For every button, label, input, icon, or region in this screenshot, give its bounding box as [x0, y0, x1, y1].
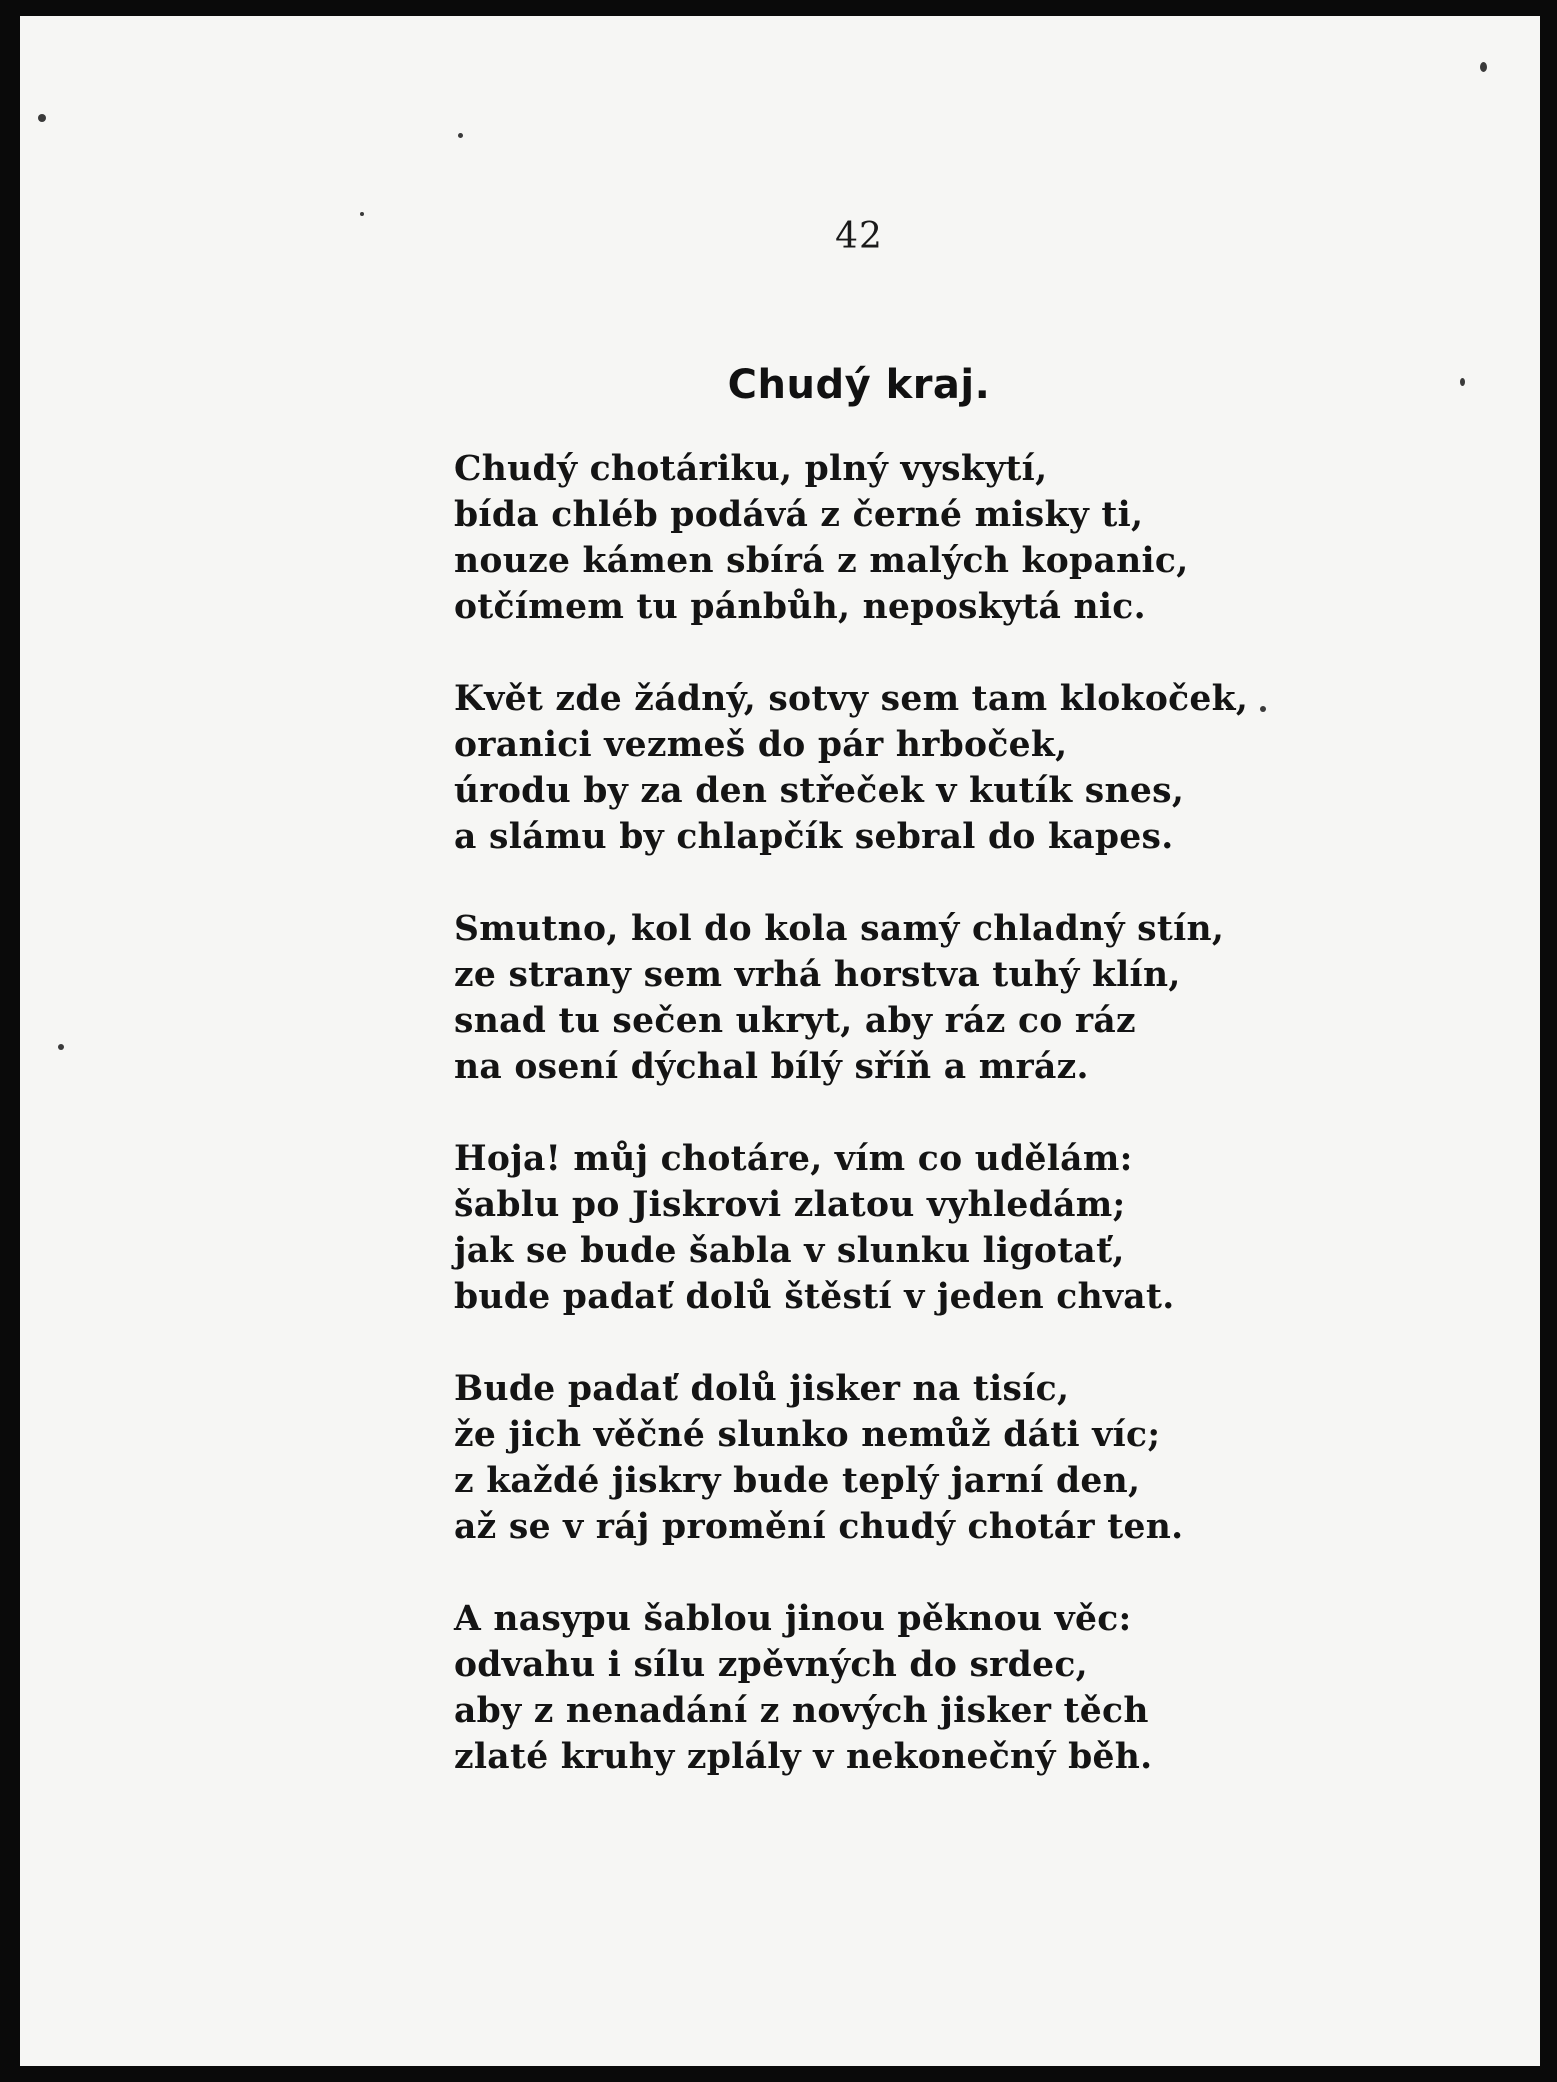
scan-speck [1480, 62, 1487, 72]
poem-line: snad tu sečen ukryt, aby ráz co ráz [454, 1001, 1136, 1041]
stanza [454, 676, 1454, 860]
poem-line: až se v ráj promění chudý chotár ten. [454, 1507, 1184, 1547]
scan-speck [58, 1044, 64, 1050]
poem-line: a slámu by chlapčík sebral do kapes. [454, 817, 1174, 857]
poem-line: Smutno, kol do kola samý chladný stín, [454, 909, 1225, 949]
stanza [454, 1596, 1454, 1780]
poem-title: Chudý kraj. [727, 362, 991, 408]
poem-line: Bude padať dolů jisker na tisíc, [454, 1369, 1070, 1409]
poem-line: zlaté kruhy zplály v nekonečný běh. [454, 1737, 1153, 1777]
poem-line: na osení dýchal bílý sříň a mráz. [454, 1047, 1089, 1087]
poem-line: bude padať dolů štěstí v jeden chvat. [454, 1277, 1175, 1317]
poem-line: šablu po Jiskrovi zlatou vyhledám; [454, 1185, 1126, 1225]
stanza [454, 906, 1454, 1090]
page-number: 42 [835, 216, 883, 257]
stanza [454, 1366, 1454, 1550]
poem-line: odvahu i sílu zpěvných do srdec, [454, 1645, 1088, 1685]
scan-speck [38, 114, 46, 122]
poem-line: že jich věčné slunko nemůž dáti víc; [454, 1415, 1161, 1455]
poem-line: úrodu by za den střeček v kutík snes, [454, 771, 1185, 811]
stanza [454, 446, 1454, 630]
poem-line: nouze kámen sbírá z malých kopanic, [454, 541, 1189, 581]
poem-line: aby z nenadání z nových jisker těch [454, 1691, 1149, 1731]
poem-line: ze strany sem vrhá horstva tuhý klín, [454, 955, 1181, 995]
book-page [20, 16, 1540, 2066]
poem-line: otčímem tu pánbůh, neposkytá nic. [454, 587, 1146, 627]
stanza [454, 1136, 1454, 1320]
poem-line: A nasypu šablou jinou pěknou věc: [454, 1599, 1132, 1639]
poem-line: bída chléb podává z černé misky ti, [454, 495, 1144, 535]
poem-body [454, 446, 1454, 1826]
poem-line: Květ zde žádný, sotvy sem tam klokoček, [454, 679, 1249, 719]
poem-line: oranici vezmeš do pár hrboček, [454, 725, 1068, 765]
poem-line: z každé jiskry bude teplý jarní den, [454, 1461, 1141, 1501]
scan-speck [458, 133, 463, 138]
poem-line: jak se bude šabla v slunku ligotať, [454, 1231, 1125, 1271]
poem-line: Chudý chotáriku, plný vyskytí, [454, 449, 1048, 489]
poem-line: Hoja! můj chotáre, vím co udělám: [454, 1139, 1133, 1179]
